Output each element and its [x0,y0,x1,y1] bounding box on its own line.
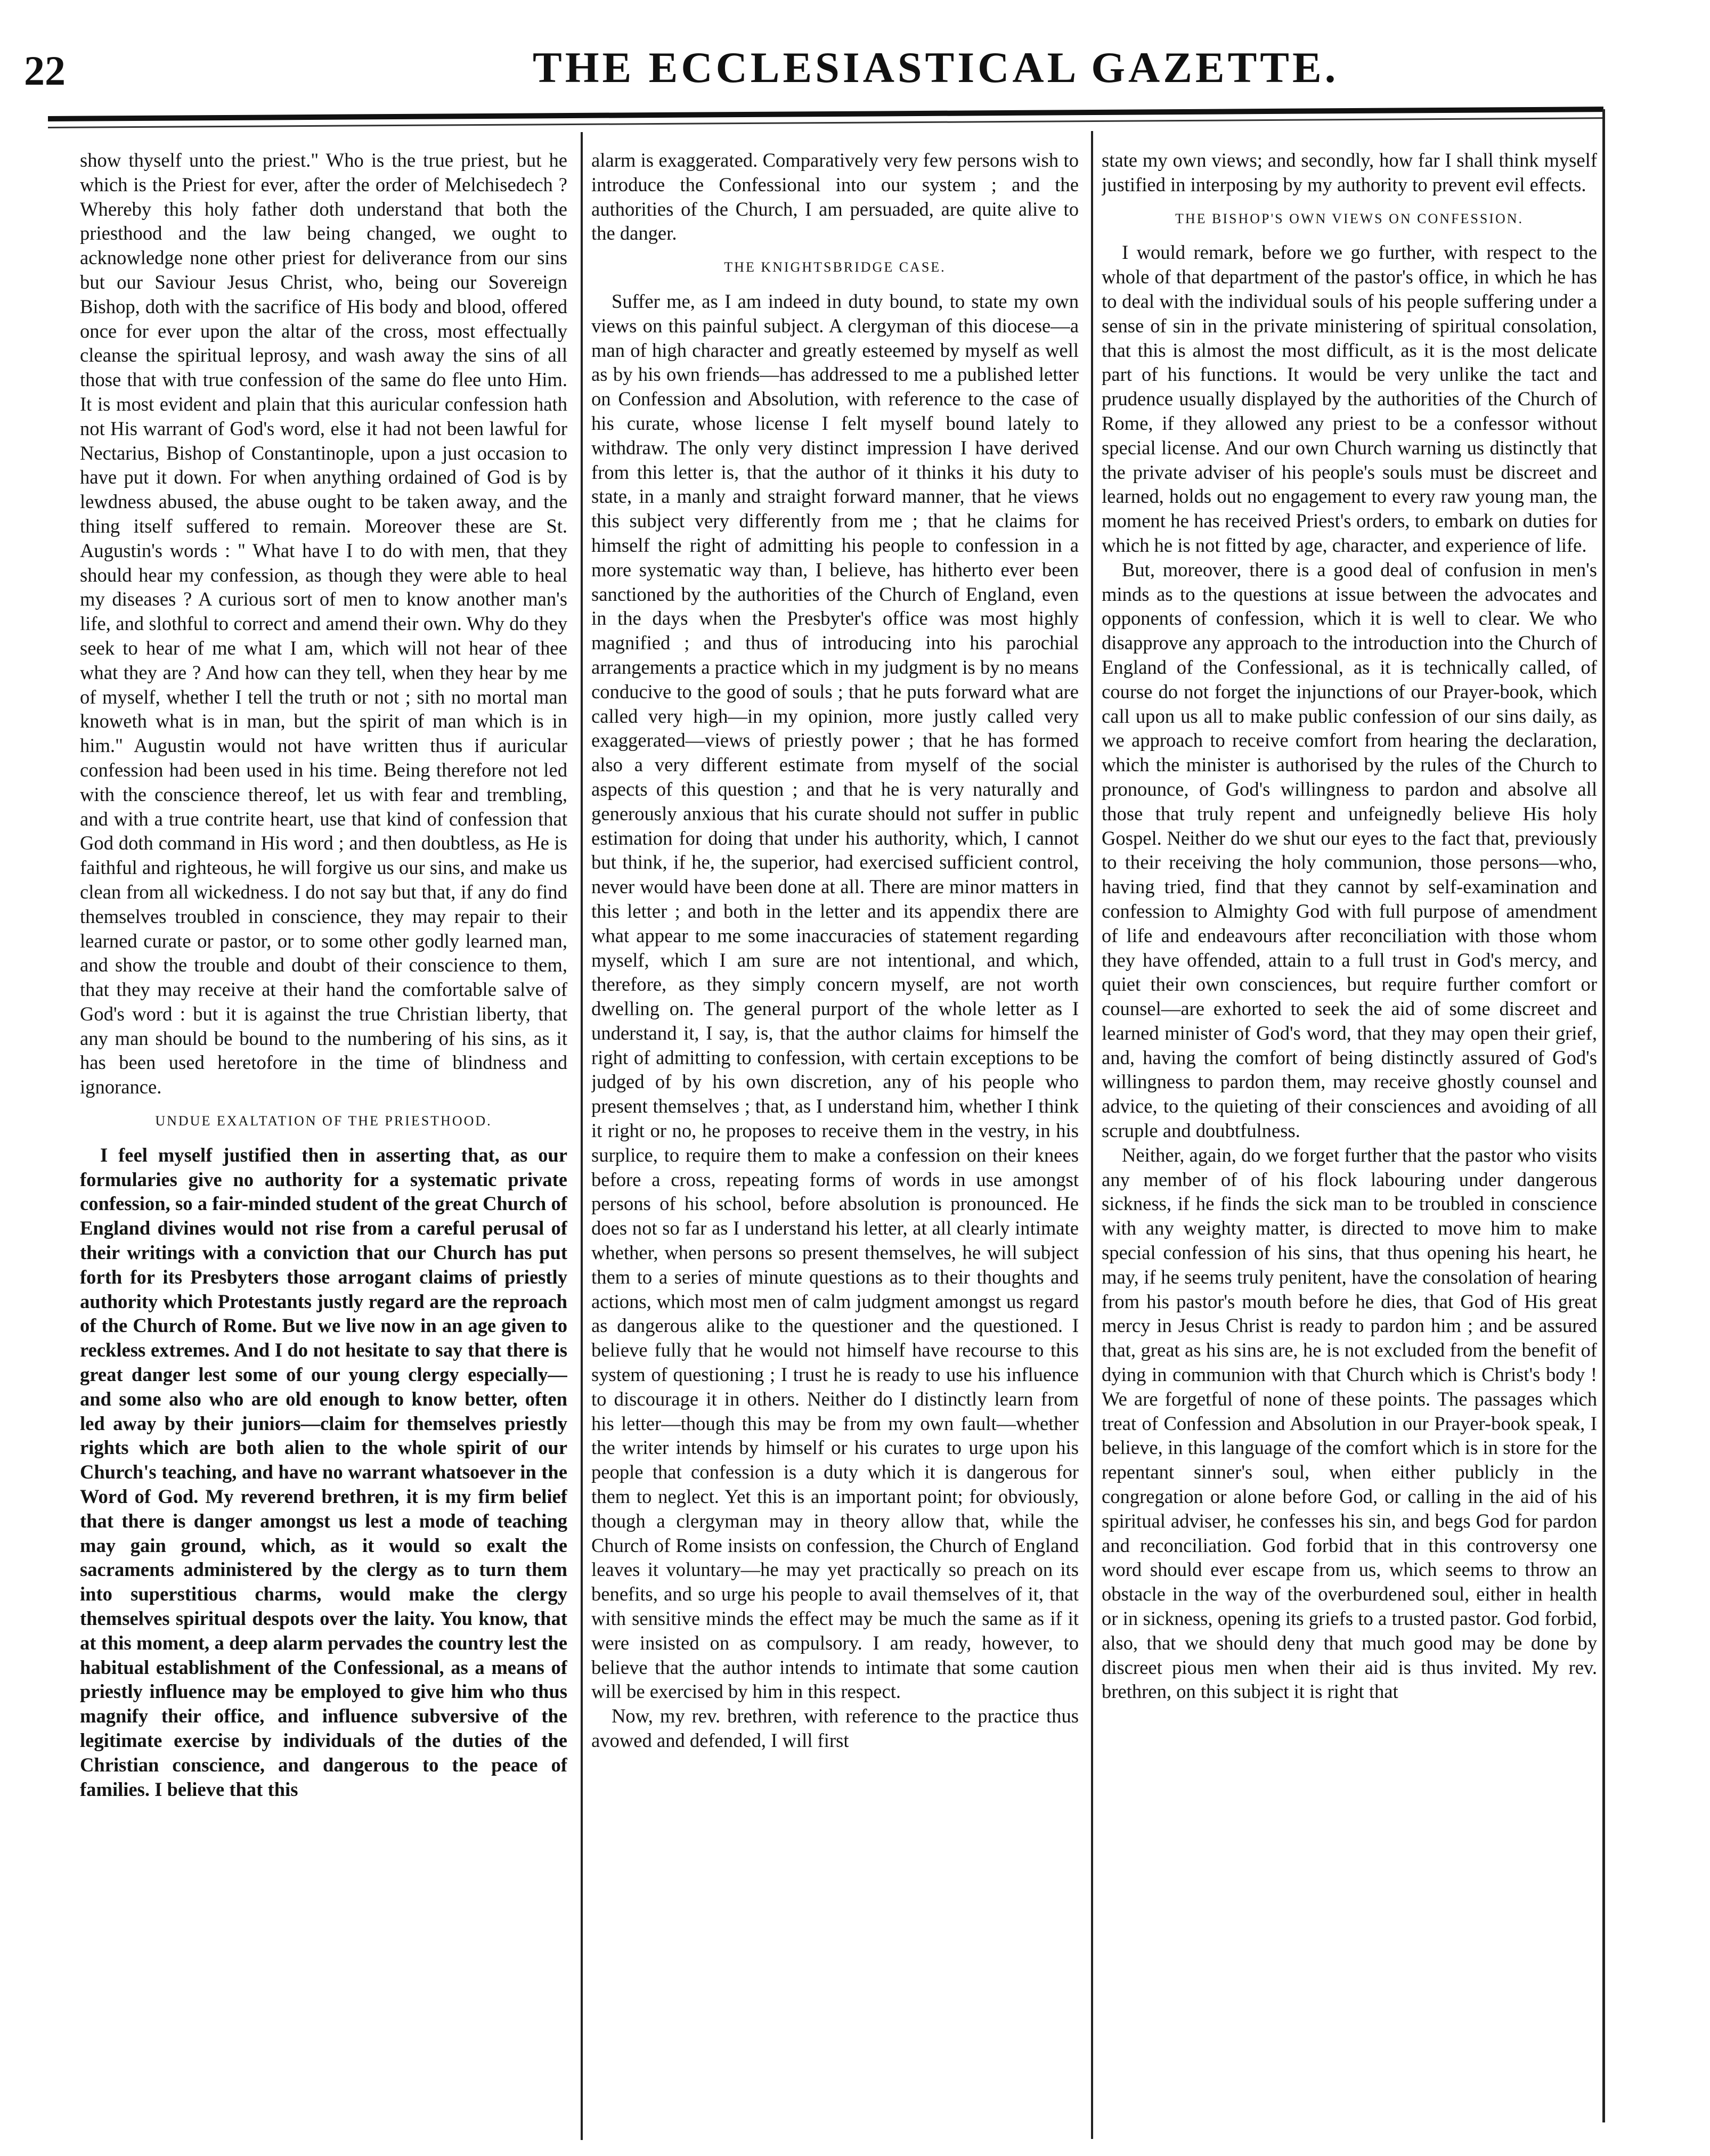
column-3 [1102,148,1597,2140]
column-2 [591,148,1079,2140]
column-1 [80,148,567,2140]
column-1-paragraph-1: show thyself unto the priest." Who is the true priest, but he which is the Priest for ever, after the order of Melchisedech ? Whereby this holy father doth understand that both the priesthood and the law being changed, we ought to acknowledge none other priest for deliverance from our sins but our Saviour Jesus Christ, who, being our Sovereign Bishop, doth with the sacrifice of His body and blood, offered once for ever upon the altar of the cross, most effectually cleanse the spiritual leprosy, and wash away the sins of all those that with true confession of the same do flee unto Him. It is most evident and plain that this auricular confession hath not His warrant of God's word, else it had not been lawful for Nectarius, Bishop of Constantinople, upon a just occasion to have put it down. For when anything ordained of God is by lewdness abused, the abuse ought to be taken away, and the thing itself suffered to remain. Moreover these are St. Augustin's words : " What have I to do with men, that they should hear my confession, as though they were able to heal my diseases ? A curious sort of men to know another man's life, and slothful to correct and amend their own. Why do they seek to hear of me what I am, which will not hear of thee what they are ? And how can they tell, when they hear by me of myself, whether I tell the truth or not ; sith no mortal man knoweth what is in man, but the spirit of man which is in him." Augustin would not have written thus if auricular confession had been used in his time. Being therefore not led with the conscience thereof, let us with fear and trembling, and with a true contrite heart, use that kind of confession that God doth command in His word ; and then doubtless, as He is faithful and righteous, he will forgive us our sins, and make us clean from all wickedness. I do not say but that, if any do find themselves troubled in conscience, they may repair to their learned curate or pastor, or to some other godly learned man, and show the trouble and doubt of their conscience to them, that they may receive at their hand the comfortable salve of God's word : but it is against the true Christian liberty, that any man should be bound to the numbering of his sins, as it has been used heretofore in the time of blindness and ignorance. [80,149,567,1098]
column-2-paragraph-1: alarm is exaggerated. Comparatively very few persons wish to introduce the Confessional into our system ; and the authorities of the Church, I am persuaded, are quite alive to the danger. [591,149,1079,244]
column-divider-1 [581,132,583,2140]
column-3-paragraph-4: Neither, again, do we forget further that the pastor who visits any member of of his flock labouring under dangerous sickness, if he finds the sick man to be troubled in conscience with any weighty matter, is directed to move him to make special confession of his sins, that thus opening his heart, he may, if he seems truly penitent, have the consolation of hearing from his pastor's mouth before he dies, that God of His great mercy in Jesus Christ is ready to pardon him ; and be assured that, great as his sins are, he is not excluded from the benefit of dying in communion with that Church which is Christ's body ! We are forgetful of none of these points. The passages which treat of Confession and Absolution in our Prayer-book speak, I believe, in this language of the comfort which is in store for the repentant sinner's soul, when either publicly in the congregation or alone before God, or calling in the aid of his spiritual adviser, he confesses his sin, and begs God for pardon and reconciliation. God forbid that in this controversy one word should ever escape from us, which seems to throw an obstacle in the way of the overburdened soul, either in health or in sickness, opening its griefs to a trusted pastor. God forbid, also, that we should deny that much good may be done by discreet pious men when their aid is thus invited. My rev. brethren, on this subject it is right that [1102,1144,1597,1703]
column-3-paragraph-1: state my own views; and secondly, how far I shall think myself justified in interposing by my authority to prevent evil effects. [1102,149,1597,195]
masthead-title: THE ECCLESIASTICAL GAZETTE. [533,43,1339,92]
section-heading-bishops-views: THE BISHOP'S OWN VIEWS ON CONFESSION. [1175,210,1524,226]
right-border-rule [1602,109,1605,2122]
column-1-paragraph-2: I feel myself justified then in asserting that, as our formularies give no authority for a systematic private confession, so a fair-minded student of the great Church of England divines would not rise from a careful perusal of their writings with a conviction that our Church has put forth for its Presbyters those arrogant claims of priestly authority which Protestants justly regard are the reproach of the Church of Rome. But we live now in an age given to reckless extremes. And I do not hesitate to say that there is great danger lest some of our young clergy especially—and some also who are old enough to know better, often led away by their juniors—claim for themselves priestly rights which are both alien to the whole spirit of our Church's teaching, and have no warrant whatsoever in the Word of God. My reverend brethren, it is my firm belief that there is danger amongst us lest a mode of teaching may gain ground, which, as it would so exalt the sacraments administered by the clergy as to turn them into superstitious charms, would make the clergy themselves spiritual despots over the laity. You know, that at this moment, a deep alarm pervades the country lest the habitual establishment of the Confessional, as a means of priestly influence may be employed to give him who thus magnify their office, and influence subversive of the legitimate exercise by individuals of the duties of the Christian conscience, and dangerous to the peace of families. I believe that this [80,1144,567,1800]
column-2-paragraph-2: Suffer me, as I am indeed in duty bound, to state my own views on this painful subject. A clergyman of this diocese—a man of high character and greatly esteemed by myself as well as by his own friends—has addressed to me a published letter on Confession and Absolution, with reference to the case of his curate, whose license I felt myself bound lately to withdraw. The only very distinct impression I have derived from this letter is, that the author of it thinks it his duty to state, in a manly and straight forward manner, that he views this subject very differently from me ; that he claims for himself the right of admitting his people to confession in a more systematic way than, I believe, has hitherto ever been sanctioned by the authorities of the Church of England, even in the days when the Presbyter's office was most highly magnified ; and thus of introducing into his parochial arrangements a practice which in my judgment is by no means conducive to the good of souls ; that he puts forward what are called very high—in my opinion, more justly called very exaggerated—views of priestly power ; that he has formed also a very different estimate from myself of the social aspects of this question ; and that he is very naturally and generously anxious that his curate should not suffer in public estimation for doing that under his authority, which, I cannot but think, if he, the superior, had exercised sufficient control, never would have been done at all. There are minor matters in this letter ; and both in the letter and its appendix there are what appear to me some inaccuracies of statement regarding myself, which I am sure are not intentional, and which, therefore, as they simply concern myself, are not worth dwelling on. The general purport of the whole letter as I understand it, I say, is, that the author claims for himself the right of admitting to confession, with certain exceptions to be judged of by his own discretion, any of his people who present themselves ; that, as I understand him, whether I think it right or no, he proposes to receive them in the vestry, in his surplice, to require them to make a confession on their knees before a cross, repeating forms of words in use amongst persons of his school, before absolution is pronounced. He does not so far as I understand his letter, at all clearly intimate whether, when persons so present themselves, he will subject them to a series of minute questions as to their thoughts and actions, which most men of calm judgment amongst us regard as dangerous alike to the questioner and the questioned. I believe fully that he would not himself have recourse to this system of questioning ; I trust he is ready to use his influence to discourage it in others. Neither do I distinctly learn from his letter—though this may be from my own fault—whether the writer intends by himself or his curates to urge upon his people that confession is a duty which it is dangerous for them to neglect. Yet this is an important point; for obviously, though a clergyman may in theory allow that, while the Church of Rome insists on confession, the Church of England leaves it voluntary—he may yet practically so preach on its benefits, and so urge his people to avail themselves of it, that with sensitive minds the effect may be much the same as if it were insisted on as compulsory. I am ready, however, to believe that the author intends to intimate that some caution will be exercised by him in this respect. [591,290,1079,1703]
column-divider-2 [1091,131,1093,2139]
column-3-paragraph-2: I would remark, before we go further, with respect to the whole of that department of the pastor's office, in which he has to deal with the individual souls of his people suffering under a sense of sin in the private ministering of spiritual consolation, that this is almost the most difficult, as it is the most delicate part of his functions. It would be very unlike the tact and prudence usually displayed by the authorities of the Church of Rome, if they allowed any priest to be a confessor without special license. And our own Church warning us distinctly that the private adviser of his people's souls must be discreet and learned, holds out no engagement to every raw young man, the moment he has received Priest's orders, to embark on duties for which he is not fitted by age, character, and experience of life. [1102,241,1597,556]
section-heading-knightsbridge-case: THE KNIGHTSBRIDGE CASE. [724,259,946,275]
column-2-paragraph-3: Now, my rev. brethren, with reference to the practice thus avowed and defended, I will first [591,1705,1079,1751]
column-3-paragraph-3: But, moreover, there is a good deal of confusion in men's minds as to the questions at issue between the advocates and opponents of confession, which it is well to clear. We who disapprove any approach to the introduction into the Church of England of the Confessional, as it is technically called, of course do not forget the injunctions of our Prayer-book, which call upon us all to make public confession of our sins daily, as we approach to receive comfort from hearing the declaration, which the minister is authorised by the rules of the Church to pronounce, of God's willingness to pardon and absolve all those that truly repent and unfeignedly believe His holy Gospel. Neither do we shut our eyes to the fact that, previously to their receiving the holy communion, those persons—who, having tried, find that they cannot by self-examination and confession to Almighty God with full purpose of amendment of life and endeavours after reconciliation with those whom they have offended, attain to a full trust in God's mercy, and quiet their own consciences, but require further comfort or counsel—are exhorted to seek the aid of some discreet and learned minister of God's word, that they may open their grief, and, having the comfort of being distinctly assured of God's willingness to pardon them, may receive ghostly counsel and advice, to the quieting of their consciences and avoiding of all scruple and doubtfulness. [1102,558,1597,1142]
page-number: 22 [24,47,66,94]
section-heading-undue-exaltation: UNDUE EXALTATION OF THE PRIESTHOOD. [155,1113,492,1129]
